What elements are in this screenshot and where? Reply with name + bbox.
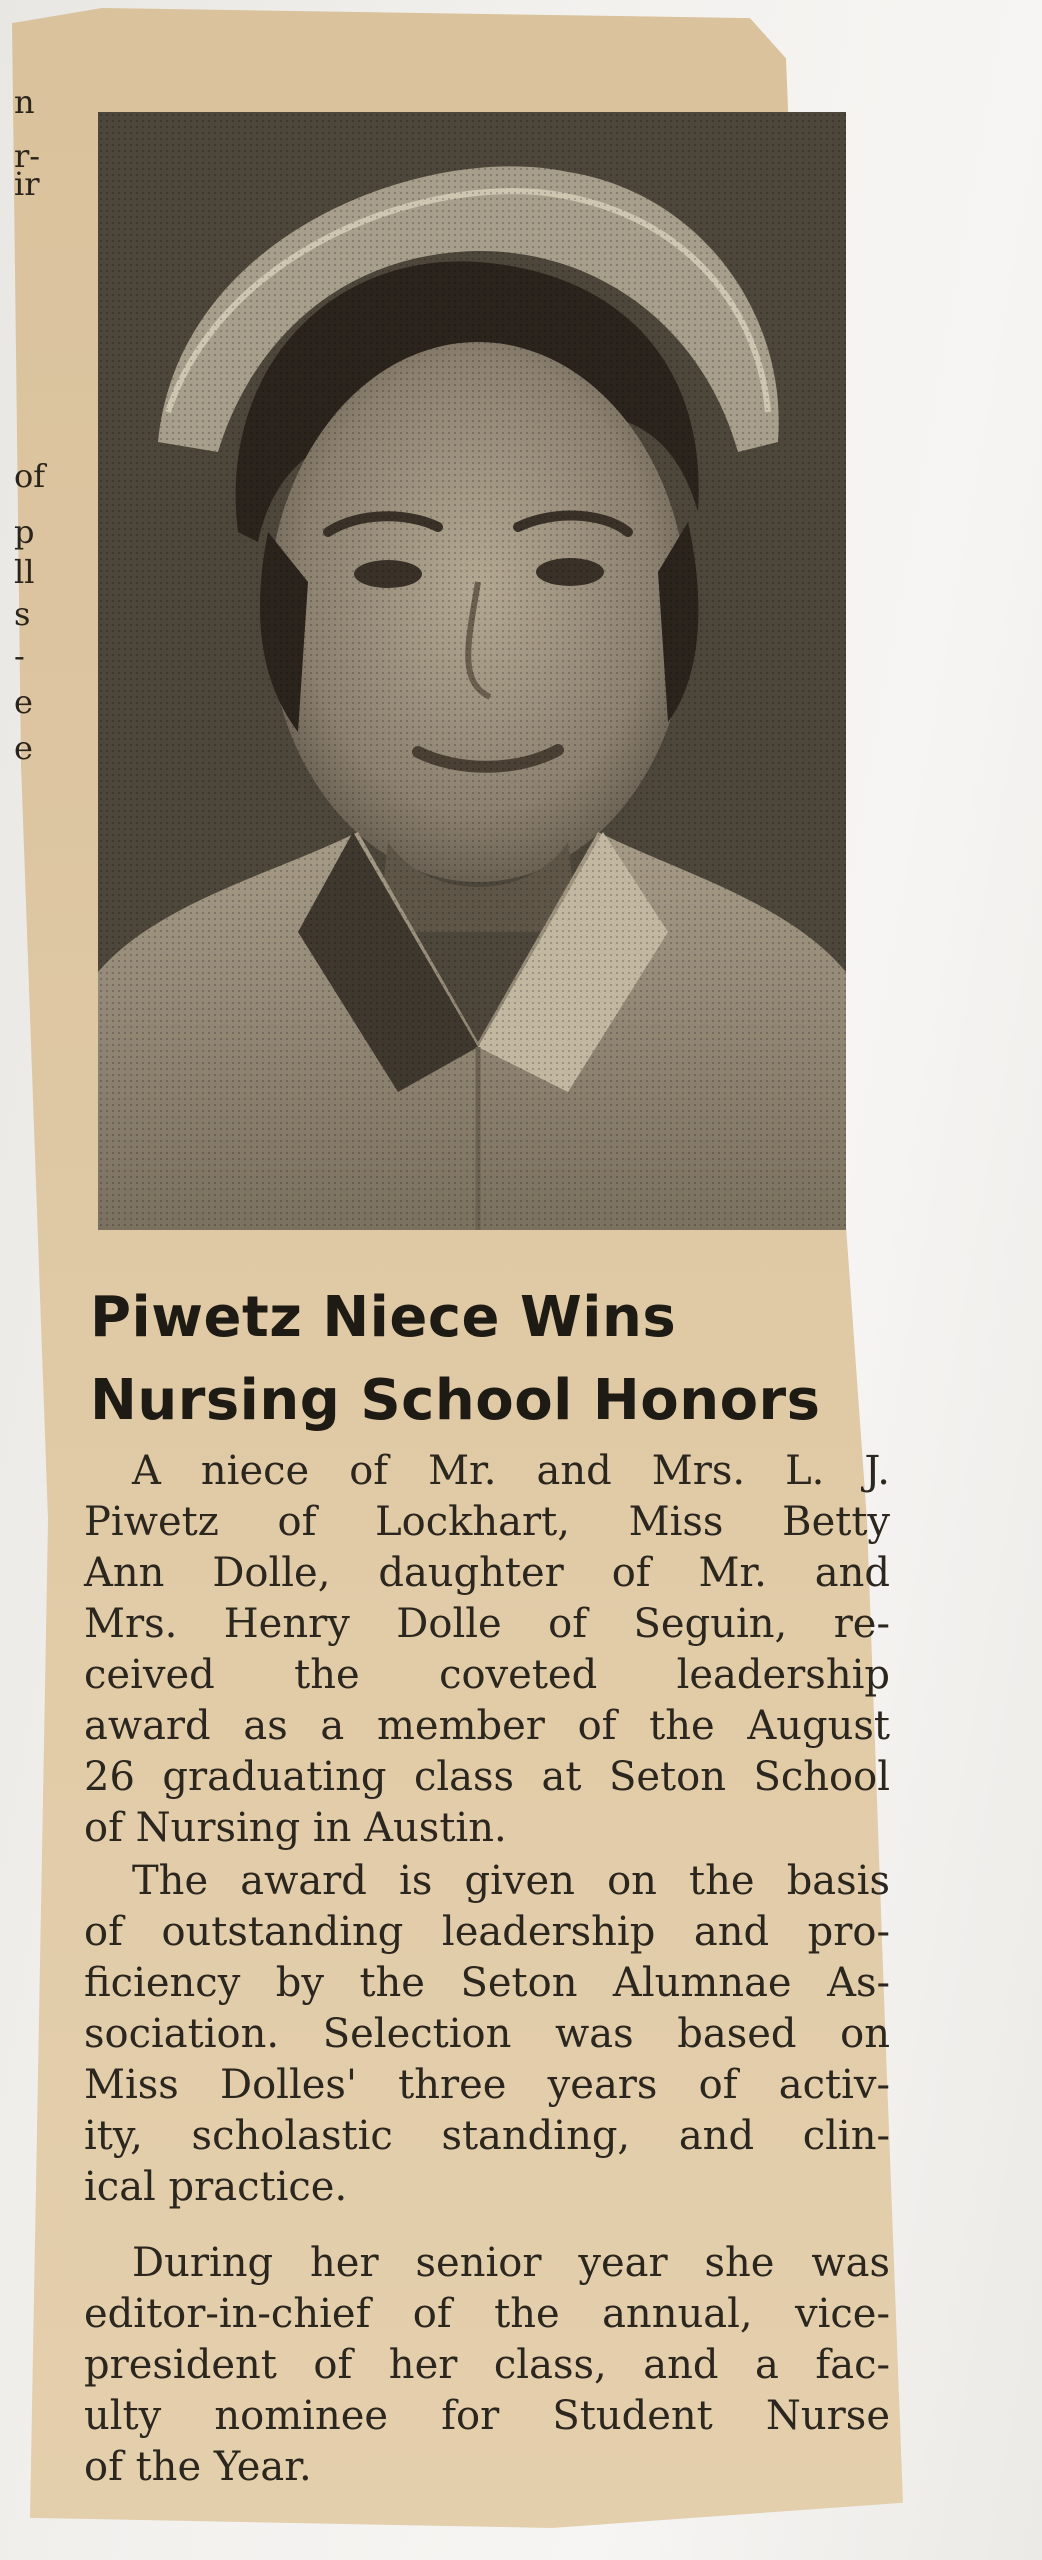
margin-fragment: of [14,457,46,495]
margin-fragment: e [14,729,33,767]
paragraph-line: ical practice. [84,2164,348,2210]
portrait-photo [98,112,846,1230]
paragraph-line: award as a member of the August [84,1703,890,1749]
paragraph-line: of Nursing in Austin. [84,1805,507,1851]
margin-fragment: s [14,595,31,633]
headline-line-1: Piwetz Niece Wins [90,1285,677,1350]
paragraph-line: of the Year. [84,2444,312,2490]
paragraph-line: A niece of Mr. and Mrs. L. J. [132,1448,890,1494]
margin-fragment: r- [14,137,41,175]
article-paragraph-1 [84,1446,890,1854]
margin-fragment: ll [14,553,35,591]
margin-fragment: p [14,513,35,551]
paragraph-line: Piwetz of Lockhart, Miss Betty [84,1499,890,1545]
margin-fragment: ir [14,165,40,203]
headline-line-2: Nursing School Honors [90,1368,821,1433]
article-paragraph-2 [84,1856,890,2213]
paragraph-line: During her senior year she was [132,2240,890,2286]
paragraph-line: Miss Dolles' three years of activ- [84,2062,890,2108]
paragraph-line: Ann Dolle, daughter of Mr. and [84,1550,890,1596]
paragraph-line: president of her class, and a fac- [84,2342,890,2388]
paragraph-line: The award is given on the basis [132,1858,890,1904]
paragraph-line: Mrs. Henry Dolle of Seguin, re- [84,1601,890,1647]
paragraph-line: ficiency by the Seton Alumnae As- [84,1960,890,2006]
margin-fragment: - [14,637,25,675]
paragraph-line: of outstanding leadership and pro- [84,1909,890,1955]
paragraph-line: 26 graduating class at Seton School [84,1754,890,1800]
margin-fragment: n [14,83,35,121]
paragraph-line: ity, scholastic standing, and clin- [84,2113,890,2159]
paragraph-line: editor-in-chief of the annual, vice- [84,2291,890,2337]
portrait-illustration [98,112,846,1230]
paragraph-line: sociation. Selection was based on [84,2011,890,2057]
margin-fragment: e [14,683,33,721]
paragraph-line: ulty nominee for Student Nurse [84,2393,890,2439]
article-paragraph-3 [84,2238,890,2493]
paragraph-line: ceived the coveted leadership [84,1652,890,1698]
